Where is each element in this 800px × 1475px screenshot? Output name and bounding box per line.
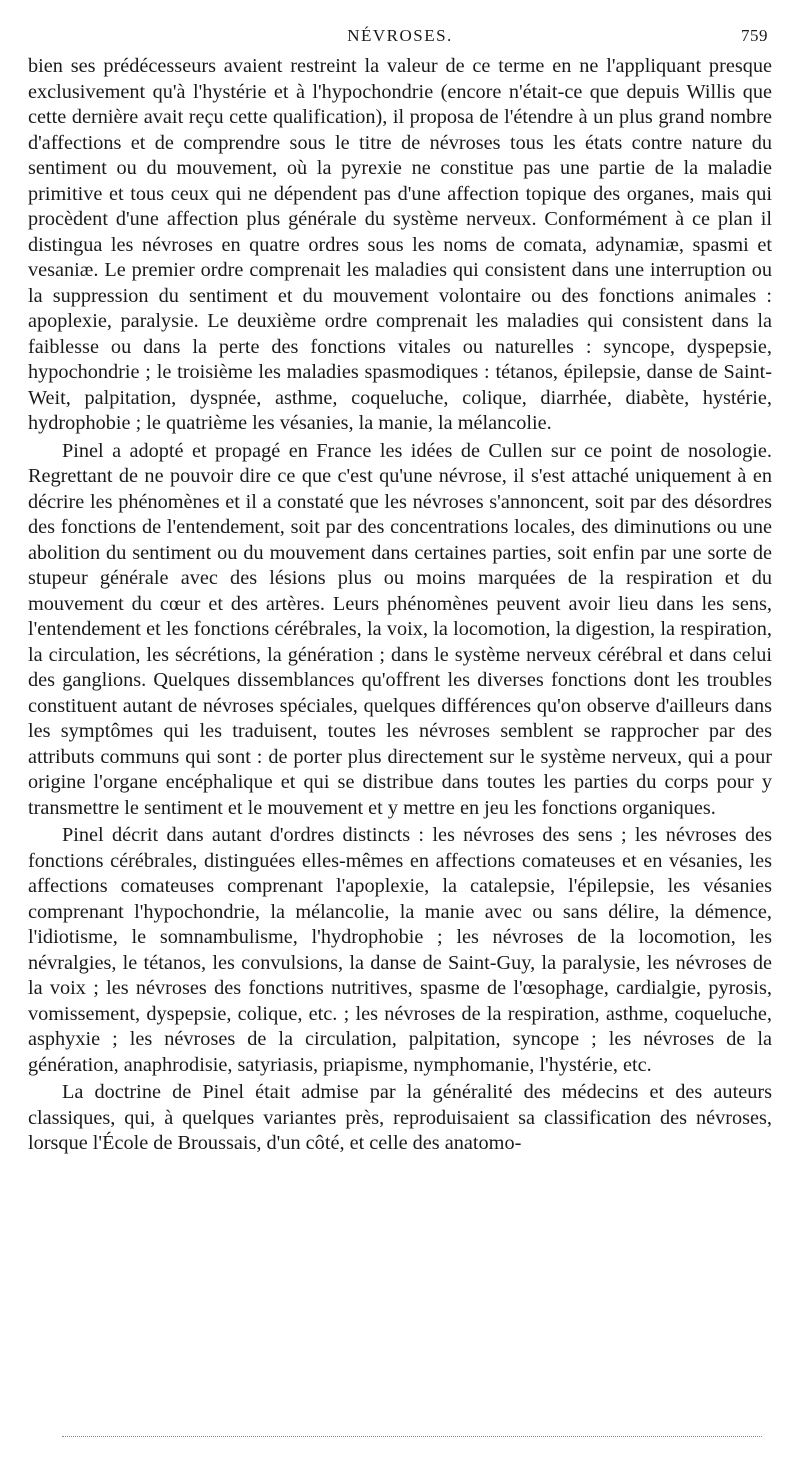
- paragraph-broussais-school: La doctrine de Pinel était admise par la généralité des médecins et des auteurs classiques, qui, à quelques variantes près, reproduisaient sa classification des névroses, lorsque l'École de Broussais, d'un côté, et celle des anatomo-: [28, 1081, 772, 1154]
- body-text: [28, 54, 772, 1157]
- paragraph-cullen-classification: bien ses prédécesseurs avaient restreint la valeur de ce terme en ne l'appliquant presque exclusivement qu'à l'hystérie et à l'hypochondrie (encore n'était-ce que depuis Willis que cette dernière avait reçu cette qualification), il proposa de l'étendre à un plus grand nombre d'affections et de comprendre sous le titre de névroses tous les états contre nature du sentiment ou du mouvement, où la pyrexie ne constitue pas une partie de la maladie primitive et tous ceux qui ne dépendent pas d'une affection topique des organes, mais qui procèdent d'une affection plus générale du système nerveux. Conformément à ce plan il distingua les névroses en quatre ordres sous les noms de comata, adynamiæ, spasmi et vesaniæ. Le premier ordre comprenait les maladies qui consistent dans une interruption ou la suppression du sentiment et du mouvement volontaire ou des fonctions animales : apoplexie, paralysie. Le deuxième ordre comprenait les maladies qui consistent dans la faiblesse ou dans la perte des fonctions vitales ou naturelles : syncope, dyspepsie, hypochondrie ; le troisième les maladies spasmodiques : tétanos, épilepsie, danse de Saint-Weit, palpitation, dyspnée, asthme, coqueluche, colique, diarrhée, diabète, hystérie, hydrophobie ; le quatrième les vésanies, la manie, la mélancolie.: [28, 55, 772, 434]
- paragraph-pinel-doctrine: Pinel a adopté et propagé en France les idées de Cullen sur ce point de nosologie. Regrettant de ne pouvoir dire ce que c'est qu'une névrose, il s'est attaché uniquement à en décrire les phénomènes et il a constaté que les névroses s'annoncent, soit par des désordres des fonctions de l'entendement, soit par des concentrations locales, des diminutions ou une abolition du sentiment ou du mouvement dans certaines parties, soit enfin par une sorte de stupeur générale avec des lésions plus ou moins marquées de la respiration et du mouvement du cœur et des artères. Leurs phénomènes peuvent avoir lieu dans les sens, l'entendement et les fonctions cérébrales, la voix, la locomotion, la digestion, la respiration, la circulation, les sécrétions, la génération ; dans le système nerveux cérébral et dans celui des ganglions. Quelques dissemblances qu'offrent les diverses fonctions dont les troubles constituent autant de névroses spéciales, quelques différences qu'on observe d'ailleurs dans les symptômes qui les traduisent, toutes les névroses semblent se rapprocher par des attributs communs qui sont : de porter plus directement sur le système nerveux, qui a pour origine l'organe encéphalique et qui se distribue dans toutes les parties du corps pour y transmettre le sentiment et le mouvement et y mettre en jeu les fonctions organiques.: [28, 439, 772, 819]
- page-number: 759: [741, 26, 768, 45]
- paragraph-pinel-orders: Pinel décrit dans autant d'ordres distincts : les névroses des sens ; les névroses des fonctions cérébrales, distinguées elles-mêmes en affections comateuses et en vésanies, les affections comateuses comprenant l'apoplexie, la catalepsie, l'épilepsie, les vésanies comprenant l'hypochondrie, la mélancolie, la manie avec ou sans délire, la démence, l'idiotisme, le somnambulisme, l'hydrophobie ; les névroses de la locomotion, les névralgies, le tétanos, les convulsions, la danse de Saint-Guy, la paralysie, les névroses de la voix ; les névroses des fonctions nutritives, spasme de l'œsophage, cardialgie, pyrosis, vomissement, dyspepsie, colique, etc. ; les névroses de la respiration, asthme, coqueluche, asphyxie ; les névroses de la circulation, palpitation, syncope ; les névroses de la génération, anaphrodisie, satyriasis, priapisme, nymphomanie, l'hystérie, etc.: [28, 824, 772, 1076]
- running-title: NÉVROSES.: [347, 26, 453, 45]
- running-head: [28, 26, 772, 52]
- footer-dotted-rule: [62, 1436, 762, 1437]
- book-page: [28, 26, 772, 1157]
